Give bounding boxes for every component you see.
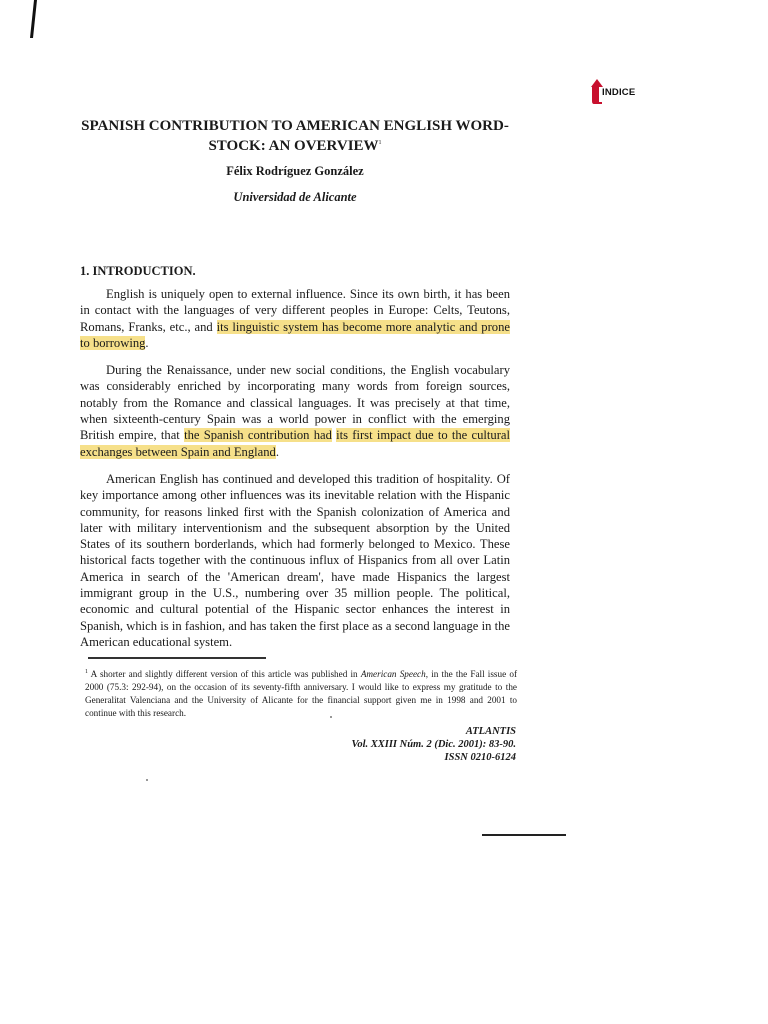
journal-citation bbox=[290, 725, 516, 764]
footnote-mark: 1 bbox=[85, 669, 88, 675]
indice-label: INDICE bbox=[602, 87, 636, 98]
article-title bbox=[80, 118, 510, 155]
author-affiliation: Universidad de Alicante bbox=[233, 190, 357, 204]
scan-speck bbox=[146, 779, 148, 781]
paragraph-3: American English has continued and developed this tradition of hospitality. Of key importance among other influences was its inevitable relation with the Hispanic community, for reasons linked first with the Spanish colonization of America and later with military interventionism and the subsequent absorption by the United States of its southern borderlands, which had formerly belonged to Mexico. These historical facts together with the continuous influx of Hispanics from all over Latin America in search of the 'American dream', have made Hispanics the largest immigrant group in the U.S., numbering over 35 million people. The political, economic and cultural potential of the Hispanic sector enhances the interest in Spanish, which is in fashion, and has taken the first place as a second language in the American educational system. bbox=[80, 471, 510, 649]
highlight-span: its linguistic system has become more analytic and prone to borrowing bbox=[80, 319, 510, 350]
paragraph-1 bbox=[80, 286, 510, 351]
author-name: Félix Rodríguez González bbox=[226, 164, 364, 178]
footnote-divider bbox=[88, 657, 266, 659]
highlight-span: its first impact due to the cultural exchanges between Spain and England bbox=[80, 428, 510, 459]
article-body bbox=[80, 286, 510, 661]
section-heading: 1. INTRODUCTION. bbox=[80, 264, 196, 278]
p2-end: . bbox=[275, 444, 279, 459]
title-text: SPANISH CONTRIBUTION TO AMERICAN ENGLISH WORD-STOCK: AN OVERVIEW bbox=[81, 118, 509, 154]
p2-text: During the Renaissance, under new social conditions, the English vocabulary was considerably enriched by incorporating many words from foreign sources, notably from the Romance and classical languages. It was precisely at that time, when sixteenth-century Spain was a world power in conflict with the emerging British empire, that bbox=[80, 363, 510, 443]
footnote-text: A shorter and slightly different version of this article was published in bbox=[90, 669, 361, 679]
scan-speck bbox=[330, 716, 332, 718]
scan-artifact-line bbox=[482, 834, 566, 836]
p1-text: English is uniquely open to external influence. Since its own birth, it has been in contact with the languages of very different peoples in Europe: Celts, Teutons, Romans, Franks, etc., and bbox=[80, 287, 510, 334]
highlight-span: the Spanish contribution had bbox=[184, 428, 332, 443]
footnote-journal: American Speech bbox=[360, 669, 426, 679]
paragraph-2 bbox=[80, 362, 510, 460]
journal-volume: Vol. XXIII Núm. 2 (Dic. 2001): 83-90. bbox=[351, 739, 516, 750]
indice-link[interactable] bbox=[590, 78, 650, 104]
scan-edge-mark bbox=[30, 0, 37, 38]
footnote bbox=[85, 666, 517, 720]
title-footnote-mark: 1 bbox=[378, 140, 382, 146]
journal-issn: ISSN 0210-6124 bbox=[444, 752, 516, 763]
p1-end: . bbox=[145, 335, 149, 350]
journal-name: ATLANTIS bbox=[465, 726, 516, 737]
footnote-text-end: , in the the Fall issue of 2000 (75.3: 292-94), on the occasion of its seventy-fifth anniversary. I would like to express my gratitude to the Generalitat Valenciana and the University of Alicante for the financial support given me in 1998 and 2001 to continue with this research. bbox=[85, 669, 518, 718]
